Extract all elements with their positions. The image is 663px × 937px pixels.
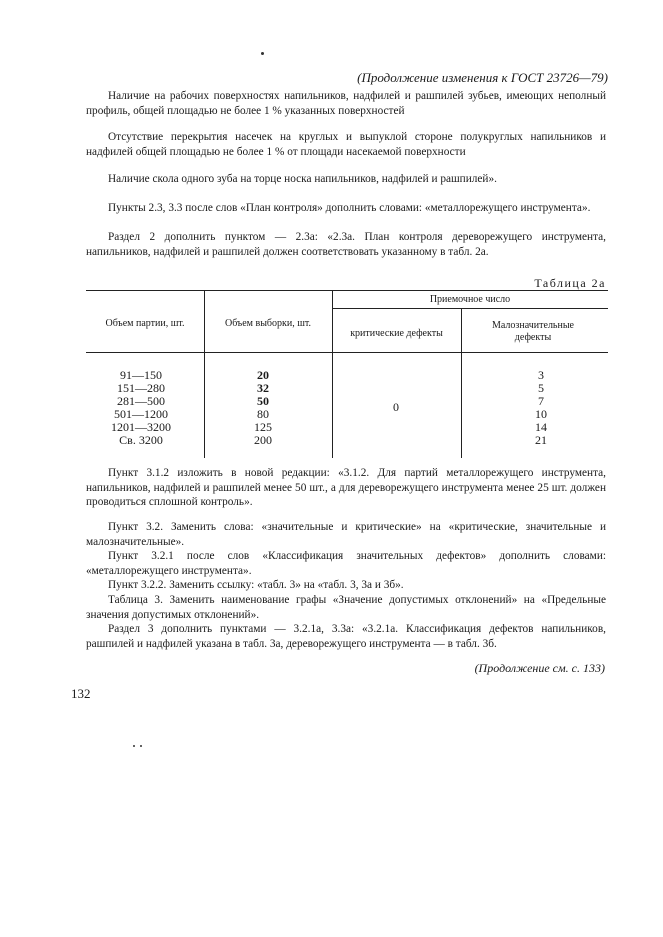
page-number: 132	[71, 686, 91, 701]
table-cell: 32	[257, 381, 269, 395]
table-cell: 125	[254, 420, 272, 434]
table-cell: 5	[538, 381, 544, 395]
column-divider-3	[461, 308, 462, 458]
table-cell: 7	[538, 394, 544, 408]
critical-defects-value: 0	[393, 400, 399, 414]
paragraph-2: Отсутствие перекрытия насечек на круглых и выпуклой стороне полукруглых напильников и надфилей общей площадью не более 1 % от площади насекаемой поверхности	[86, 131, 606, 158]
paragraph-11: Раздел 3 дополнить пунктами — 3.2.1а, 3.3а: «3.2.1а. Классификация дефектов напильников, рашпилей и надфилей указана в табл. 3а, дереворежущего инструмента — в табл. 3б.	[86, 623, 606, 650]
speck-mark	[261, 52, 264, 55]
table-cell: 501—1200	[114, 407, 168, 421]
continuation-note: (Продолжение см. с. 133)	[474, 661, 605, 675]
header-bottom-border	[86, 352, 608, 353]
header-sample-size: Объем выборки, шт.	[224, 318, 312, 329]
table-cell: 1201—3200	[111, 420, 171, 434]
table-cell: 3	[538, 368, 544, 382]
table-cell: 151—280	[117, 381, 165, 395]
column-divider-2	[332, 290, 333, 458]
header-critical-defects: критические дефекты	[350, 328, 443, 339]
lot-size-column	[96, 369, 186, 447]
table-cell: 14	[535, 420, 547, 434]
header-minor-defects: Малозначительные дефекты	[492, 320, 574, 343]
sample-size-column	[236, 369, 290, 447]
table-cell: 50	[257, 394, 269, 408]
paragraph-6: Пункт 3.1.2 изложить в новой редакции: «3.1.2. Для партий металлорежущего инструмента, напильников, надфилей и рашпилей менее 50 шт., а для дереворежущего инструмента менее 25 шт. должен проводиться сплошной контроль».	[86, 467, 606, 509]
paragraph-5: Раздел 2 дополнить пунктом — 2.3а: «2.3а. План контроля дереворежущего инструмента, напильников, надфилей и рашпилей должен соответствовать указанному в табл. 2а.	[86, 231, 606, 258]
table-caption: Таблица 2а	[534, 276, 606, 290]
paragraph-9: Пункт 3.2.2. Заменить ссылку: «табл. 3» на «табл. 3, 3а и 3б».	[108, 579, 404, 591]
table-cell: 91—150	[120, 368, 162, 382]
paragraph-1: Наличие на рабочих поверхностях напильников, надфилей и рашпилей зубьев, имеющих неполный профиль, общей площадью не более 1 % указанных поверхностей	[86, 90, 606, 117]
table-cell: Св. 3200	[119, 433, 163, 447]
column-divider-1	[204, 290, 205, 458]
paragraph-4: Пункты 2.3, 3.3 после слов «План контроля» дополнить словами: «металлорежущего инструмента».	[108, 202, 591, 214]
table-cell: 10	[535, 407, 547, 421]
paragraph-8: Пункт 3.2.1 после слов «Классификация значительных дефектов» дополнить словами: «металлорежущего инструмента».	[86, 550, 606, 577]
minor-defects-column	[526, 369, 556, 447]
speck-mark	[133, 745, 135, 747]
paragraph-3: Наличие скола одного зуба на торце носка напильников, надфилей и рашпилей».	[108, 173, 497, 185]
table-top-border	[86, 290, 608, 291]
table-cell: 20	[257, 368, 269, 382]
table-cell: 281—500	[117, 394, 165, 408]
group-header-divider	[332, 308, 608, 309]
table-cell: 80	[257, 407, 269, 421]
page-header: (Продолжение изменения к ГОСТ 23726—79)	[357, 70, 608, 85]
acceptance-table	[86, 290, 608, 458]
header-acceptance-number: Приемочное число	[429, 294, 511, 305]
table-cell: 200	[254, 433, 272, 447]
paragraph-10: Таблица 3. Заменить наименование графы «Значение допустимых отклонений» на «Предельные значения допустимых отклонений».	[86, 594, 606, 621]
speck-mark	[140, 745, 142, 747]
table-cell: 21	[535, 433, 547, 447]
paragraph-7: Пункт 3.2. Заменить слова: «значительные и критические» на «критические, значительные и малозначительные».	[86, 521, 606, 548]
header-lot-size: Объем партии, шт.	[105, 318, 185, 329]
